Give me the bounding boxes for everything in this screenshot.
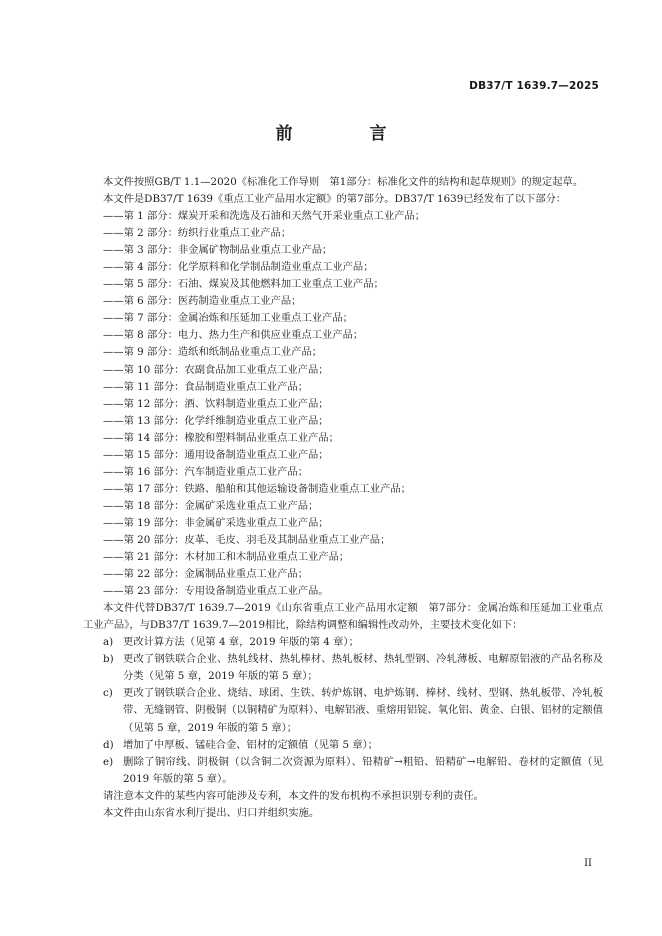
list-item: ——第 2 部分：纺织行业重点工业产品； <box>103 227 292 240</box>
list-item <box>83 634 603 651</box>
list-item: ——第 9 部分：造纸和纸制品业重点工业产品； <box>103 346 323 359</box>
list-item-text: 删除了铜帘线、阴极铜（以含铜二次资源为原料）、铅精矿→粗铅、铅精矿→电解铅、卷材的定额值（见 2019 年版的第 5 章）。 <box>123 755 603 785</box>
list-item: ——第 7 部分：金属冶炼和压延加工业重点工业产品； <box>103 312 353 325</box>
list-item: ——第 14 部分：橡胶和塑料制品业重点工业产品； <box>103 431 339 444</box>
list-item-text: 更改计算方法（见第 4 章，2019 年版的第 4 章）； <box>123 636 359 649</box>
list-item: ——第 17 部分：铁路、船舶和其他运输设备制造业重点工业产品； <box>103 482 411 495</box>
patent-notice: 请注意本文件的某些内容可能涉及专利，本文件的发布机构不承担识别专利的责任。 <box>103 789 484 802</box>
list-item: ——第 23 部分：专用设备制造业重点工业产品。 <box>103 585 329 598</box>
list-item-text: 增加了中厚板、锰硅合金、铝材的定额值（见第 5 章）； <box>123 738 379 751</box>
list-item <box>83 737 603 754</box>
list-item: ——第 8 部分：电力、热力生产和供应业重点工业产品； <box>103 329 364 342</box>
list-item: ——第 19 部分：非金属矿采选业重点工业产品； <box>103 516 329 529</box>
list-item-text: 更改了钢铁联合企业、热轧线材、热轧棒材、热轧板材、热轧型钢、冷轧薄板、电解原铝液的产品名称及分类（见第 5 章，2019 年版的第 5 章）； <box>123 653 603 683</box>
list-item: ——第 13 部分：化学纤维制造业重点工业产品； <box>103 414 329 427</box>
list-marker: a) <box>103 636 114 649</box>
list-item: ——第 21 部分：木材加工和木制品业重点工业产品； <box>103 551 350 564</box>
list-item: ——第 20 部分：皮革、毛皮、羽毛及其制品业重点工业产品； <box>103 533 391 546</box>
list-item <box>83 651 603 685</box>
parts-list <box>83 208 603 600</box>
replacement-paragraph: 本文件代替DB37/T 1639.7—2019《山东省重点工业产品用水定额 第7部分：金属冶炼和压延加工业重点工业产品》，与DB37/T 1639.7—2019相比，除结构调整和编辑性改动外，主要技术变化如下： <box>83 602 603 632</box>
page-number: II <box>584 858 592 869</box>
list-marker: e) <box>103 755 114 768</box>
list-item: ——第 22 部分：金属制品业重点工业产品； <box>103 568 308 581</box>
list-item: ——第 12 部分：酒、饮料制造业重点工业产品； <box>103 397 329 410</box>
list-item: ——第 1 部分：煤炭开采和洗选及石油和天然气开采业重点工业产品； <box>103 210 426 223</box>
page-title: 前 言 <box>275 124 417 144</box>
list-item: ——第 4 部分：化学原料和化学制品制造业重点工业产品； <box>103 261 374 274</box>
list-item: ——第 11 部分：食品制造业重点工业产品； <box>103 380 308 393</box>
list-item: ——第 16 部分：汽车制造业重点工业产品； <box>103 465 308 478</box>
list-item <box>83 685 603 736</box>
list-item: ——第 6 部分：医药制造业重点工业产品； <box>103 295 302 308</box>
list-marker: b) <box>103 653 114 666</box>
list-marker: c) <box>103 687 113 700</box>
list-item: ——第 18 部分：金属矿采选业重点工业产品； <box>103 499 319 512</box>
list-item <box>83 754 603 788</box>
list-item-text: 更改了钢铁联合企业、烧结、球团、生铁、转炉炼钢、电炉炼钢、棒材、线材、型钢、热轧板带、冷轧板带、无缝钢管、阴极铜（以铜精矿为原料）、电解铝液、重熔用铝锭、氧化铝、黄金、白银、铝材的定额值（见第 5 章，2019 年版的第 5 章）； <box>123 687 603 734</box>
intro-paragraph: 本文件按照GB/T 1.1—2020《标准化工作导则 第1部分：标准化文件的结构和起草规则》的规定起草。 <box>103 176 584 188</box>
list-item: ——第 5 部分：石油、煤炭及其他燃料加工业重点工业产品； <box>103 278 384 291</box>
document-code: DB37/T 1639.7—2025 <box>469 80 599 92</box>
proposer-statement: 本文件由山东省水利厅提出、归口并组织实施。 <box>103 806 320 819</box>
intro-paragraph: 本文件是DB37/T 1639《重点工业产品用水定额》的第7部分。DB37/T 1639已经发布了以下部分： <box>103 193 567 206</box>
list-marker: d) <box>103 738 114 751</box>
list-item: ——第 10 部分：农副食品加工业重点工业产品； <box>103 363 329 376</box>
list-item: ——第 15 部分：通用设备制造业重点工业产品； <box>103 448 329 461</box>
foreword-body <box>83 174 603 822</box>
changes-list <box>83 634 603 787</box>
list-item: ——第 3 部分：非金属矿物制品业重点工业产品； <box>103 244 333 257</box>
